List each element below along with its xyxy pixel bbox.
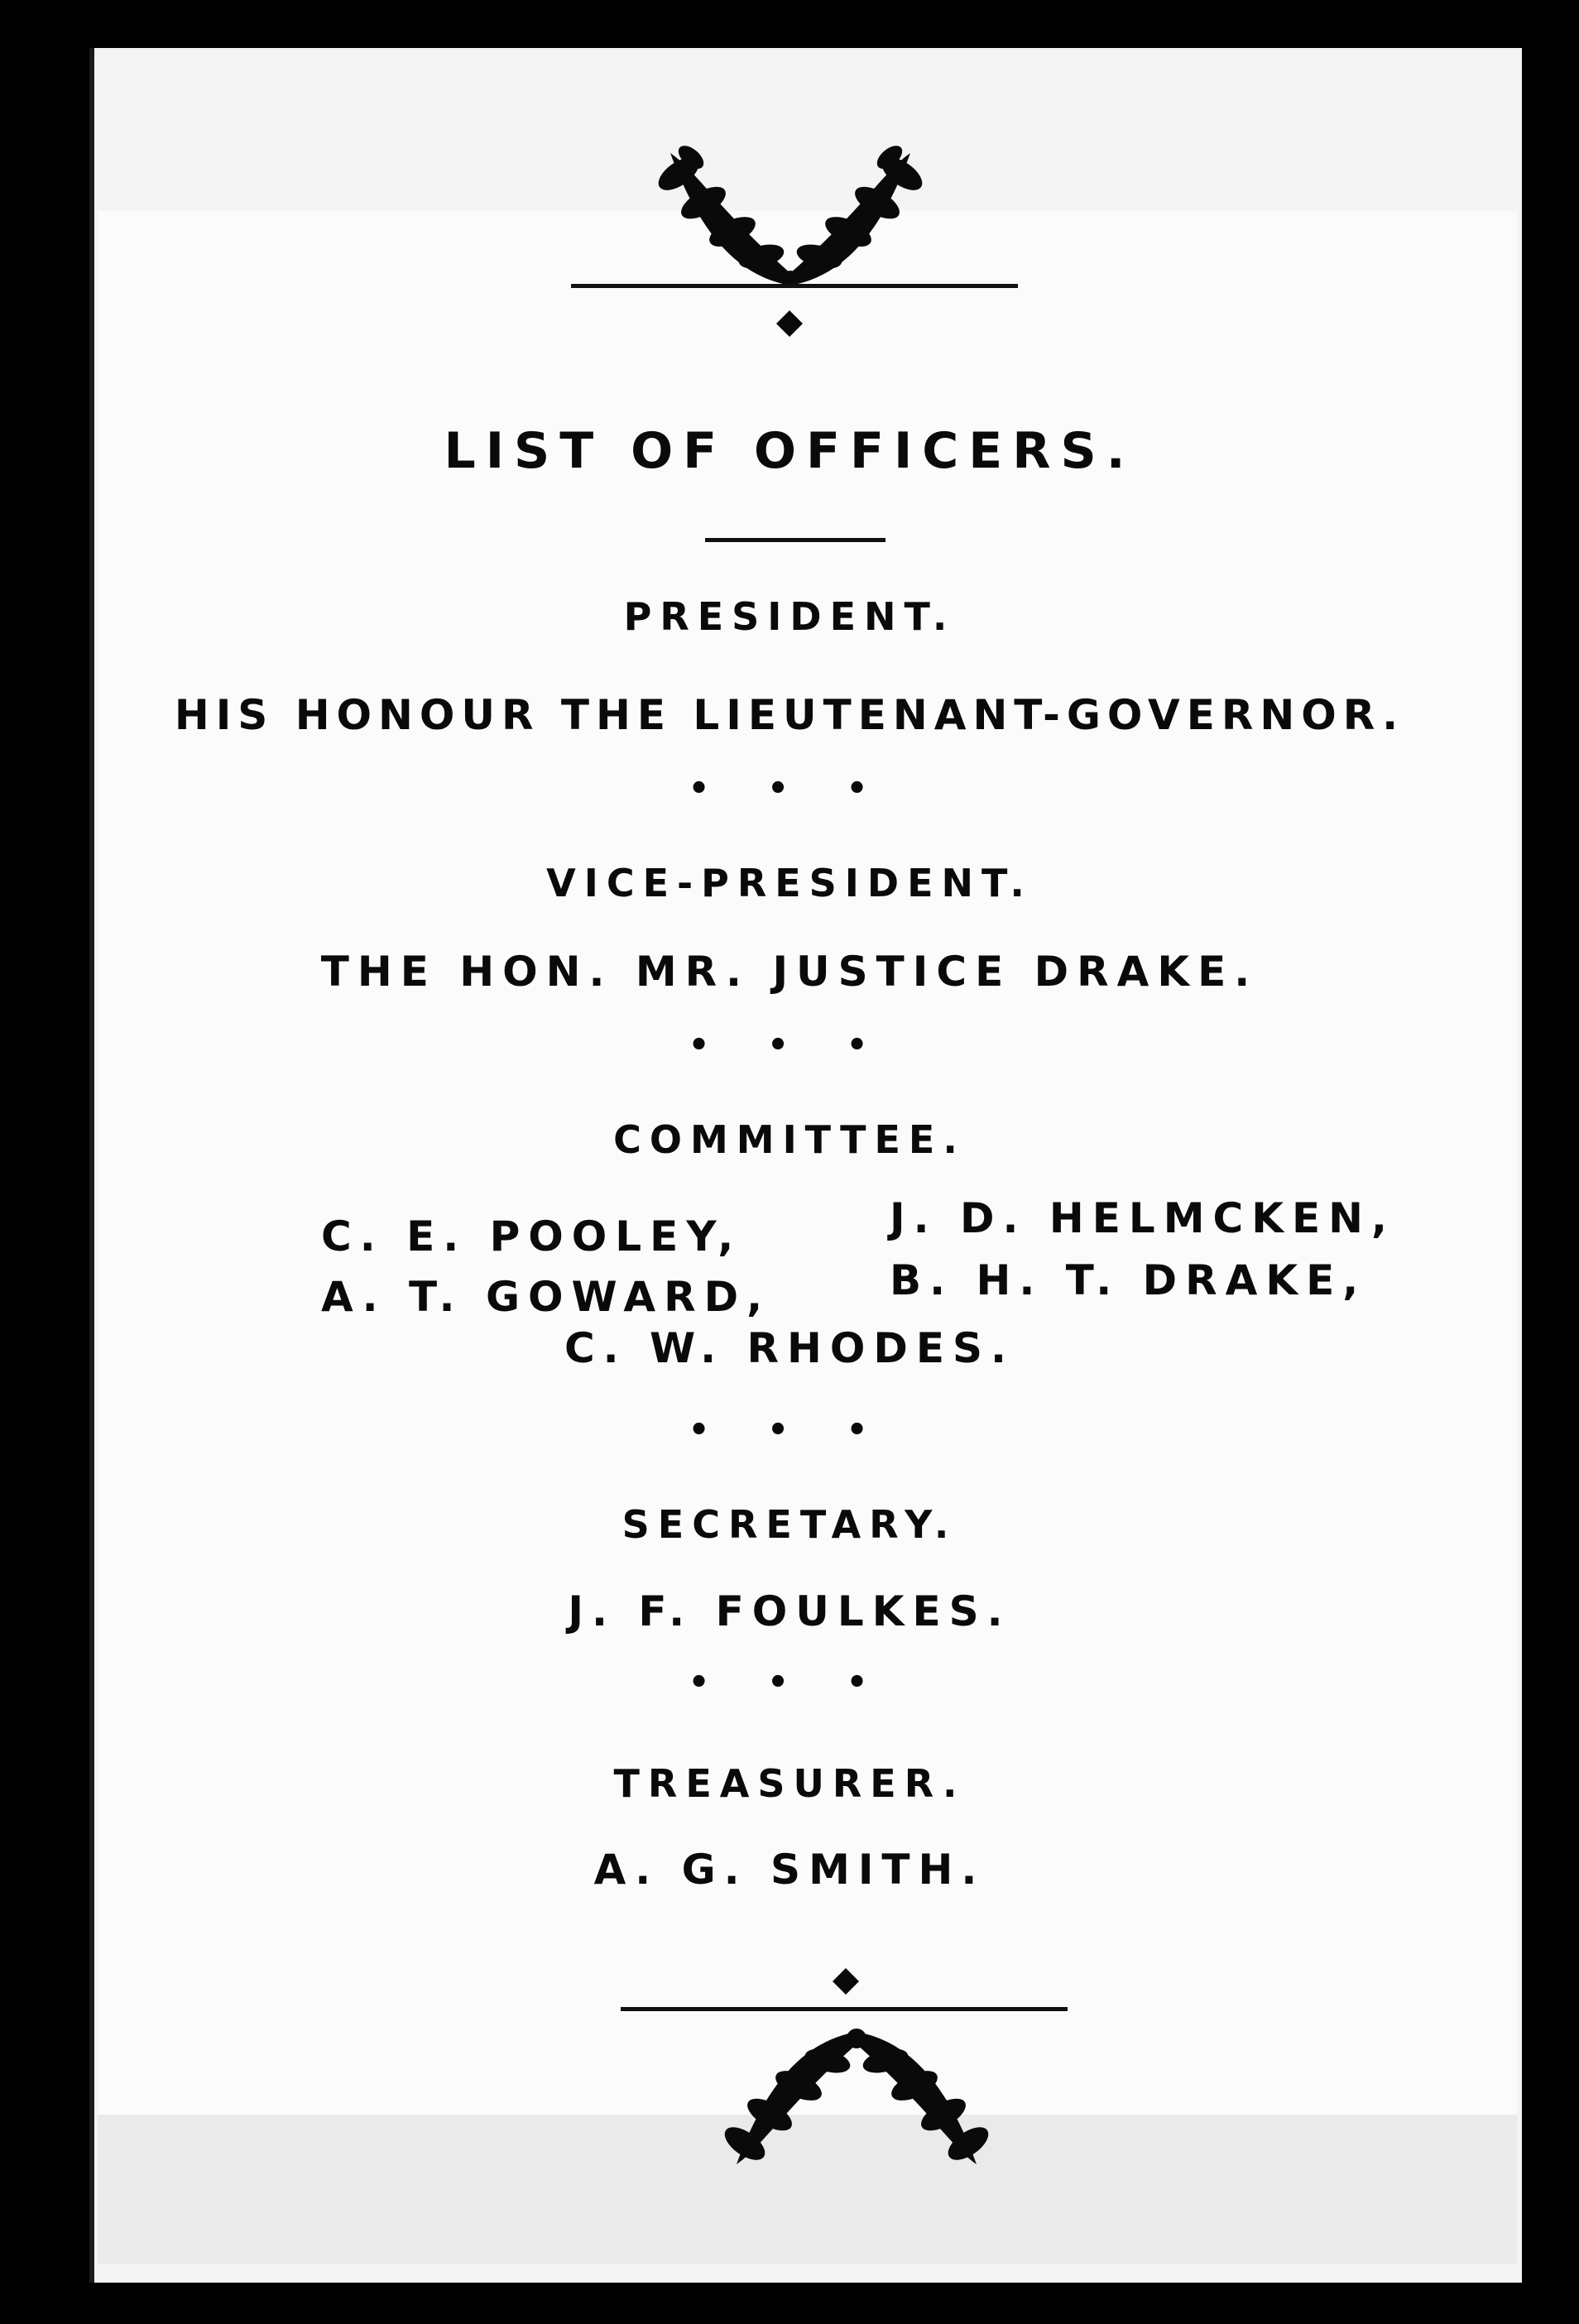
separator-dots: • • • (688, 1026, 891, 1064)
vice-president-heading: VICE-PRESIDENT. (546, 861, 1033, 905)
vice-president-name: THE HON. MR. JUSTICE DRAKE. (320, 948, 1259, 996)
laurel-wreath-icon (646, 137, 935, 294)
committee-heading: COMMITTEE. (613, 1117, 966, 1162)
committee-member: C. W. RHODES. (564, 1324, 1015, 1372)
diamond-icon (775, 309, 804, 339)
treasurer-name: A. G. SMITH. (593, 1846, 986, 1894)
document-card (98, 211, 1517, 2115)
committee-member: C. E. POOLEY, (321, 1212, 742, 1260)
separator-dots: • • • (688, 1664, 891, 1702)
diamond-icon (831, 1966, 861, 1996)
separator-dots: • • • (688, 1411, 891, 1449)
committee-member: J. D. HELMCKEN, (890, 1194, 1395, 1242)
bottom-rule (621, 2007, 1068, 2011)
separator-dots: • • • (688, 770, 891, 808)
committee-member: A. T. GOWARD, (321, 1273, 771, 1321)
page-title: LIST OF OFFICERS. (444, 422, 1135, 480)
president-name: HIS HONOUR THE LIEUTENANT-GOVERNOR. (174, 691, 1405, 739)
secretary-name: J. F. FOULKES. (568, 1587, 1011, 1635)
title-rule (705, 538, 885, 542)
top-rule (571, 284, 1018, 288)
secretary-heading: SECRETARY. (622, 1502, 957, 1547)
president-heading: PRESIDENT. (623, 594, 956, 639)
committee-member: B. H. T. DRAKE, (890, 1256, 1367, 1304)
laurel-wreath-icon (712, 2024, 1001, 2181)
treasurer-heading: TREASURER. (613, 1761, 966, 1806)
